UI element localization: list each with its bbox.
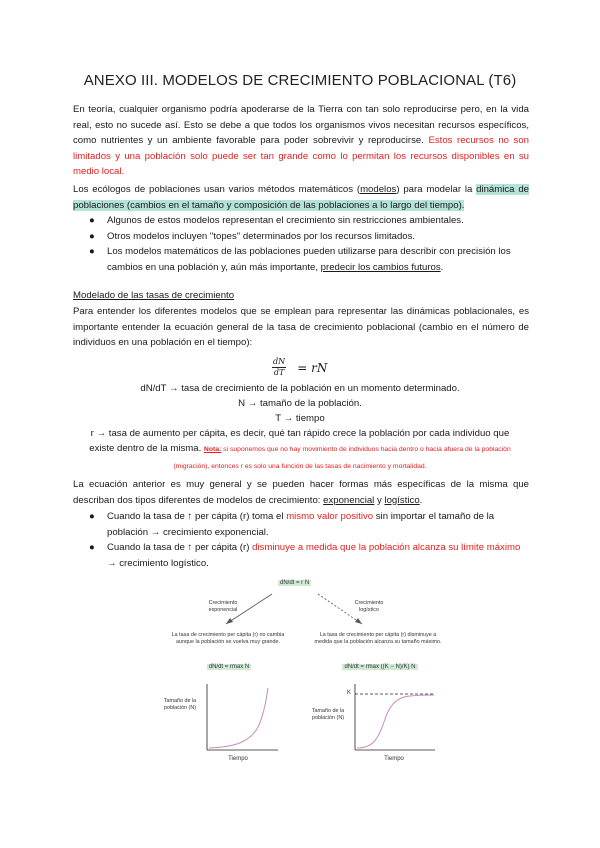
- ecologists-mid: ) para modelar la: [396, 184, 477, 195]
- intro-red-text: Estos recursos no son limitados y una población solo puede ser tan grande como lo permitan los recursos disponibles en su medio local.: [73, 135, 529, 178]
- bullet-red: mismo valor positivo: [286, 511, 374, 522]
- page-title: ANEXO III. MODELOS DE CRECIMIENTO POBLACIONAL (T6): [83, 72, 517, 89]
- ecologists-paragraph: [73, 182, 529, 213]
- exponential-description: La tasa de crecimiento per cápita (r) no cambia aunque la población se vuelva muy grande.: [171, 632, 285, 645]
- bullet-text: Los modelos matemáticos de las poblaciones pueden utilizarse para describir con precisión los cambios en una población y, aún más importante,: [107, 246, 511, 273]
- definition-t: T → tiempo: [275, 413, 325, 424]
- right-y-label: Tamaño de la población (N): [311, 708, 345, 721]
- right-x-label: Tiempo: [384, 756, 404, 762]
- top-equation: [278, 580, 311, 587]
- models-intro: La ecuación anterior es muy general y se pueden hacer formas más específicas de la misma que describan dos tipos diferentes de modelos de crecimiento:: [73, 479, 529, 506]
- dynamics-highlight: dinámica de poblaciones (cambios en el tamaño y composición de las poblaciones a lo largo del tiempo).: [73, 184, 530, 211]
- bullet-icon: ●: [89, 542, 95, 554]
- bullet-red: disminuye a medida que la población alcanza su límite máximo: [252, 542, 521, 554]
- bullet-text: Algunos de estos modelos representan el crecimiento sin restricciones ambientales.: [107, 215, 464, 226]
- note-label: Nota:: [203, 446, 222, 454]
- logistic-equation-text: dN/dt = rmax ((K − N)/K) N: [344, 664, 416, 670]
- figure-graphics: [150, 572, 450, 772]
- list-item: [73, 509, 529, 540]
- logistic-description: La tasa de crecimiento per cápita (r) disminuye a medida que la población alcanza su tamaño máximo.: [314, 632, 442, 645]
- growth-models-figure: [150, 572, 450, 772]
- bullet-icon: ●: [89, 230, 95, 242]
- note-text: si suponemos que no hay movimiento de individuos hacia dentro o hacia afuera de la población (migración), entonces r es solo una función de las tasas de nacimiento y mortalidad.: [173, 446, 511, 470]
- left-x-label: Tiempo: [228, 756, 248, 762]
- bullet-end: .: [440, 261, 444, 273]
- predict-underline: predecir los cambios futuros: [320, 261, 441, 273]
- equation-numerator: dN: [273, 357, 286, 366]
- definition-n: N → tamaño de la población.: [238, 398, 362, 409]
- exponential-equation: [174, 664, 284, 671]
- ecologists-pre: Los ecólogos de poblaciones usan varios métodos matemáticos (: [73, 184, 361, 195]
- and-word: y: [374, 494, 385, 506]
- logistic-curve: [357, 695, 434, 748]
- models-end: .: [419, 494, 423, 506]
- ecologists-bullets: [73, 213, 529, 275]
- section-paragraph: Para entender los diferentes modelos que se emplean para representar las dinámicas poblacionales, es importante entender la ecuación general de la tasa de crecimiento poblacional (cambio en el número de individuos en una población en el tiempo):: [73, 306, 529, 349]
- models-paragraph: [73, 477, 529, 508]
- bullet-icon: ●: [89, 246, 95, 258]
- bullet-text: sin importar el tamaño de la población → crecimiento exponencial.: [107, 511, 495, 538]
- definition-r-text: r → tasa de aumento per cápita, es decir, qué tan rápido crece la población por cada individuo que existe dentro de la misma.: [89, 428, 510, 455]
- definition-r: [78, 426, 522, 474]
- bullet-icon: ●: [89, 511, 95, 522]
- exponential-equation-text: dN/dt = rmax N: [208, 664, 250, 670]
- equation-denominator: dT: [273, 368, 285, 377]
- exponential-label: Crecimiento exponencial: [208, 600, 238, 613]
- top-equation-text: dN/dt = r N: [280, 580, 310, 586]
- logistic-equation: [310, 664, 450, 671]
- bullet-text: Cuando la tasa de ↑ per cápita (r) toma el: [107, 511, 287, 522]
- models-bullets: [73, 509, 529, 571]
- list-item: [73, 229, 529, 245]
- definition-dndt: dN/dT → tasa de crecimiento de la población en un momento determinado.: [140, 383, 460, 394]
- section-heading: Modelado de las tasas de crecimiento: [73, 290, 235, 301]
- exponential-curve: [209, 688, 268, 748]
- equation-fraction: [272, 357, 286, 378]
- models-word: modelos: [360, 184, 397, 195]
- bullet-text: → crecimiento logístico.: [107, 557, 209, 569]
- left-y-label: Tamaño de la población (N): [163, 698, 197, 711]
- intro-text: En teoría, cualquier organismo podría apoderarse de la Tierra con tan solo reproducirse pero, en la vida real, esto no sucede así. Esto se debe a que todos los organismos vivos necesitan recursos específicos, como nutrientes y un ambiente favorable para poder sobrevivir y reproducirse.: [73, 104, 529, 147]
- list-item: [73, 244, 529, 275]
- bullet-icon: ●: [89, 215, 95, 226]
- growth-equation: [272, 357, 327, 378]
- arrow-left-head: [226, 618, 233, 624]
- intro-paragraph: [73, 102, 529, 180]
- list-item: [73, 540, 529, 571]
- arrow-right-head: [355, 618, 362, 624]
- equation-rhs: = rN: [297, 361, 328, 375]
- list-item: [73, 213, 529, 229]
- bullet-text: Otros modelos incluyen "topes" determinados por los recursos limitados.: [107, 230, 416, 242]
- logistic-label: Crecimiento logístico: [354, 600, 384, 613]
- k-label: K: [346, 690, 351, 696]
- bullet-text: Cuando la tasa de ↑ per cápita (r): [107, 542, 253, 554]
- logistic-word: logístico: [384, 494, 420, 506]
- exponential-word: exponencial: [323, 494, 375, 506]
